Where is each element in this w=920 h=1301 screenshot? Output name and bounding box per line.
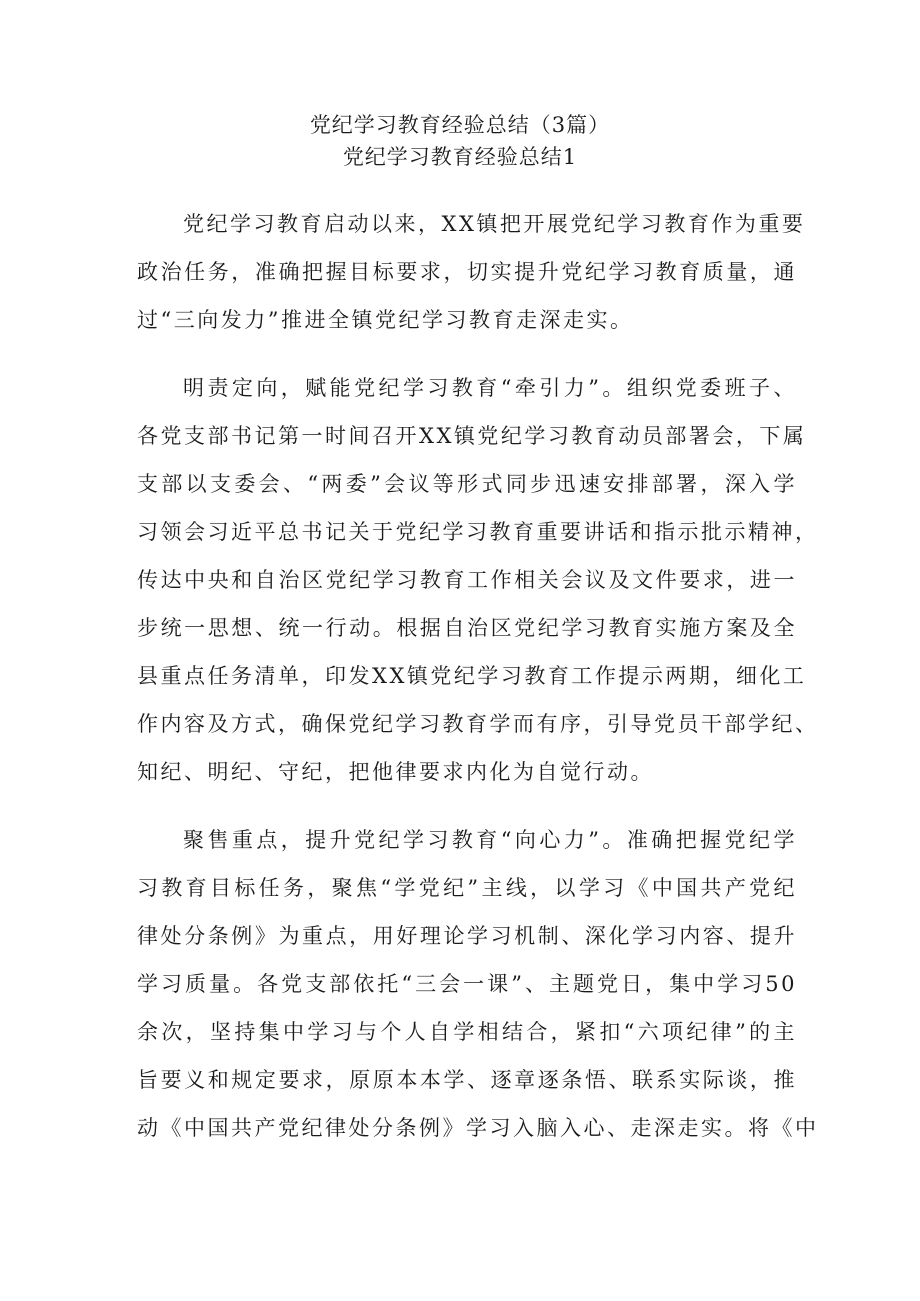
paragraph-line: 明责定向，赋能党纪学习教育“牵引力”。组织党委班子、 (183, 376, 797, 400)
paragraph-line: 动《中国共产党纪律处分条例》学习入脑入心、走深走实。将《中 (137, 1116, 819, 1140)
paragraph-3 (137, 816, 819, 1152)
paragraph-line: 知纪、明纪、守纪，把他律要求内化为自觉行动。 (137, 760, 654, 784)
paragraph-line: 余次，坚持集中学习与个人自学相结合，紧扣“六项纪律”的主 (137, 1020, 797, 1044)
paragraph-line: 学习质量。各党支部依托“三会一课”、主题党日，集中学习50 (137, 972, 797, 996)
paragraph-line: 传达中央和自治区党纪学习教育工作相关会议及文件要求，进一 (137, 568, 797, 592)
paragraph-2 (137, 364, 819, 796)
paragraph-line: 步统一思想、统一行动。根据自治区党纪学习教育实施方案及全 (137, 616, 797, 640)
document-title: 党纪学习教育经验总结（3篇） (309, 113, 611, 137)
paragraph-line: 习领会习近平总书记关于党纪学习教育重要讲话和指示批示精神， (137, 520, 819, 544)
paragraph-line: 政治任务，准确把握目标要求，切实提升党纪学习教育质量，通 (137, 260, 797, 284)
paragraph-line: 支部以支委会、“两委”会议等形式同步迅速安排部署，深入学 (137, 472, 797, 496)
paragraph-line: 党纪学习教育启动以来，XX镇把开展党纪学习教育作为重要 (183, 212, 806, 236)
paragraph-line: 习教育目标任务，聚焦“学党纪”主线，以学习《中国共产党纪 (137, 876, 797, 900)
paragraph-line: 各党支部书记第一时间召开XX镇党纪学习教育动员部署会，下属 (137, 424, 807, 448)
paragraph-line: 县重点任务清单，印发XX镇党纪学习教育工作提示两期，细化工 (137, 664, 807, 688)
paragraph-line: 律处分条例》为重点，用好理论学习机制、深化学习内容、提升 (137, 924, 797, 948)
paragraph-line: 聚售重点，提升党纪学习教育“向心力”。准确把握党纪学 (183, 828, 797, 852)
paragraph-line: 过“三向发力”推进全镇党纪学习教育走深走实。 (137, 308, 634, 332)
document-subtitle: 党纪学习教育经验总结1 (342, 145, 578, 169)
paragraph-1 (137, 200, 806, 344)
paragraph-line: 旨要义和规定要求，原原本本学、逐章逐条悟、联系实际谈，推 (137, 1068, 797, 1092)
paragraph-line: 作内容及方式，确保党纪学习教育学而有序，引导党员干部学纪、 (137, 712, 819, 736)
